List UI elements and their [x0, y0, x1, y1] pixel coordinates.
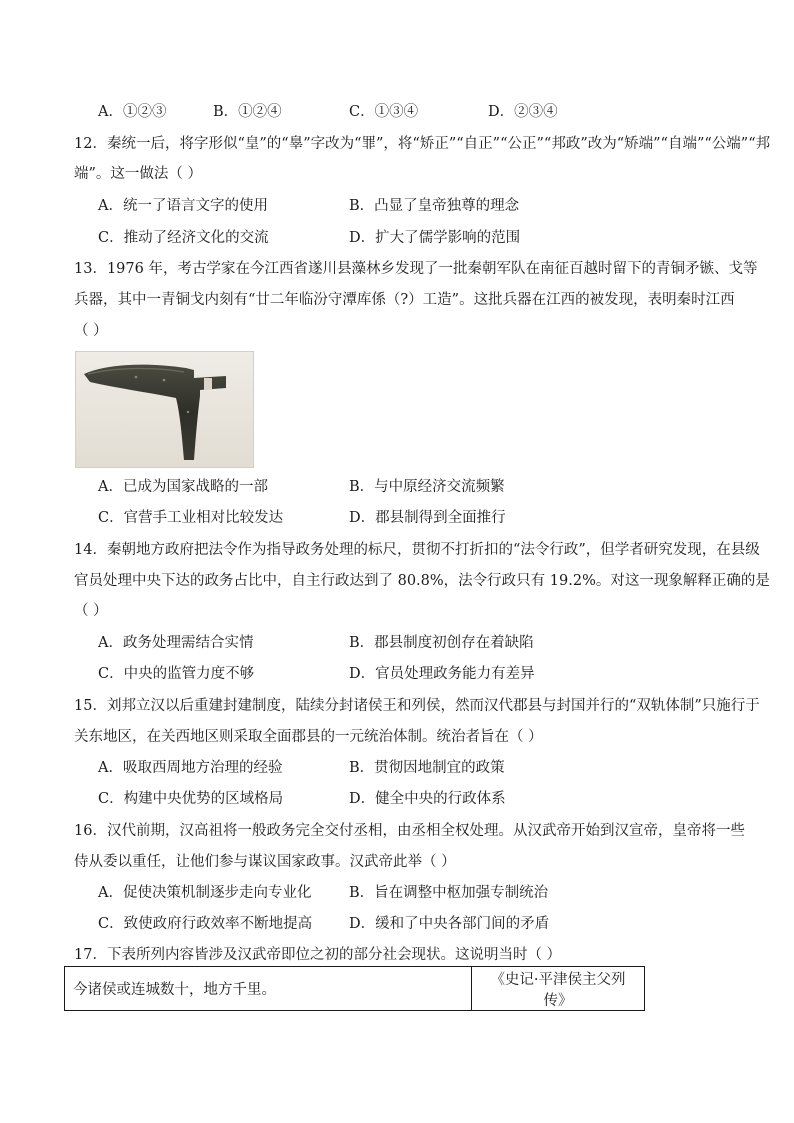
bronze-ge-photo — [75, 351, 254, 468]
q15-option-a[interactable]: A．吸取西周地方治理的经验 — [98, 760, 283, 776]
q17-table-quote: 今诸侯或连城数十，地方千里。 — [65, 967, 472, 1011]
q16-option-c[interactable]: C．致使政府行政效率不断地提高 — [98, 916, 313, 932]
q13-options-row-2 — [98, 508, 698, 528]
q11-option-a[interactable]: A．①②③ — [98, 104, 167, 120]
q12-stem-line-1: 12．秦统一后，将字形似“皇”的“辠”字改为“罪”，将“矫正”“自正”“公正”“邦政”改为“矫端”“自端”“公端”“邦 — [74, 136, 771, 152]
q12-option-c[interactable]: C．推动了经济文化的交流 — [98, 230, 269, 246]
q13-option-a[interactable]: A．已成为国家战略的一部 — [98, 479, 268, 495]
q17-table-source: 《史记·平津侯主父列传》 — [472, 967, 645, 1011]
q12-option-b[interactable]: B．凸显了皇帝独尊的理念 — [349, 198, 520, 214]
bronze-ge-dagger-axe-image — [76, 352, 253, 467]
table-row — [65, 967, 645, 1011]
q13-option-b[interactable]: B．与中原经济交流频繁 — [349, 479, 505, 495]
q12-options-row-2 — [98, 228, 698, 248]
q12-option-d[interactable]: D．扩大了儒学影响的范围 — [349, 230, 521, 246]
q16-option-d[interactable]: D．缓和了中央各部门间的矛盾 — [349, 916, 550, 932]
q15-stem-line-1: 15．刘邦立汉以后重建封建制度，陆续分封诸侯王和列侯，然而汉代郡县与封国并行的“双轨体制”只施行于 — [74, 698, 760, 714]
q16-option-a[interactable]: A．促使决策机制逐步走向专业化 — [98, 885, 312, 901]
q11-options — [98, 102, 698, 122]
q14-options-row-1 — [98, 633, 698, 653]
q12-options-row-1 — [98, 196, 698, 216]
q11-option-d[interactable]: D．②③④ — [488, 104, 558, 120]
q13-options-row-1 — [98, 477, 698, 497]
q13-option-d[interactable]: D．郡县制得到全面推行 — [349, 510, 506, 526]
q13-stem-line-1: 13．1976 年，考古学家在今江西省遂川县藻林乡发现了一批秦朝军队在南征百越时留下的青铜矛镞、戈等 — [74, 261, 758, 277]
q17-source-table — [64, 966, 645, 1011]
q11-option-c[interactable]: C．①③④ — [349, 104, 419, 120]
q14-option-d[interactable]: D．官员处理政务能力有差异 — [349, 666, 535, 682]
q15-option-c[interactable]: C．构建中央优势的区域格局 — [98, 791, 284, 807]
q16-options-row-2 — [98, 914, 698, 934]
q14-option-c[interactable]: C．中央的监管力度不够 — [98, 666, 255, 682]
q15-stem-line-2: 关东地区，在关西地区则采取全面郡县的一元统治体制。统治者旨在（ ） — [74, 729, 543, 745]
q16-option-b[interactable]: B．旨在调整中枢加强专制统治 — [349, 885, 549, 901]
q13-option-c[interactable]: C．官营手工业相对比较发达 — [98, 510, 284, 526]
q16-options-row-1 — [98, 883, 698, 903]
q16-stem-line-2: 侍从委以重任，让他们参与谋议国家政事。汉武帝此举（ ） — [74, 854, 456, 870]
q16-stem-line-1: 16．汉代前期，汉高祖将一般政务完全交付丞相，由丞相全权处理。从汉武帝开始到汉宣帝，皇帝将一些 — [74, 823, 745, 839]
q17-stem-line-1: 17．下表所列内容皆涉及汉武帝即位之初的部分社会现状。这说明当时（ ） — [74, 947, 562, 963]
q15-options-row-2 — [98, 789, 698, 809]
q15-option-b[interactable]: B．贯彻因地制宜的政策 — [349, 760, 505, 776]
q11-option-b[interactable]: B．①②④ — [213, 104, 282, 120]
q14-option-b[interactable]: B．郡县制度初创存在着缺陷 — [349, 635, 534, 651]
q15-option-d[interactable]: D．健全中央的行政体系 — [349, 791, 506, 807]
q13-stem-line-2: 兵器，其中一青铜戈内刻有“廿二年临汾守潭库係（?）工造”。这批兵器在江西的被发现，表明秦时江西 — [74, 292, 735, 308]
q15-options-row-1 — [98, 758, 698, 778]
q12-option-a[interactable]: A．统一了语言文字的使用 — [98, 198, 268, 214]
q12-stem-line-2: 端”。这一做法（ ） — [74, 166, 203, 182]
q14-stem-line-1: 14．秦朝地方政府把法令作为指导政务处理的标尺，贯彻不打折扣的“法令行政”，但学者研究发现，在县级 — [74, 542, 760, 558]
q14-option-a[interactable]: A．政务处理需结合实情 — [98, 635, 254, 651]
q13-stem-line-3: （ ） — [74, 323, 108, 339]
q14-stem-line-3: （ ） — [74, 603, 108, 619]
q14-options-row-2 — [98, 664, 698, 684]
q14-stem-line-2: 官员处理中央下达的政务占比中，自主行政达到了 80.8%，法令行政只有 19.2%。对这一现象解释正确的是 — [74, 573, 770, 589]
